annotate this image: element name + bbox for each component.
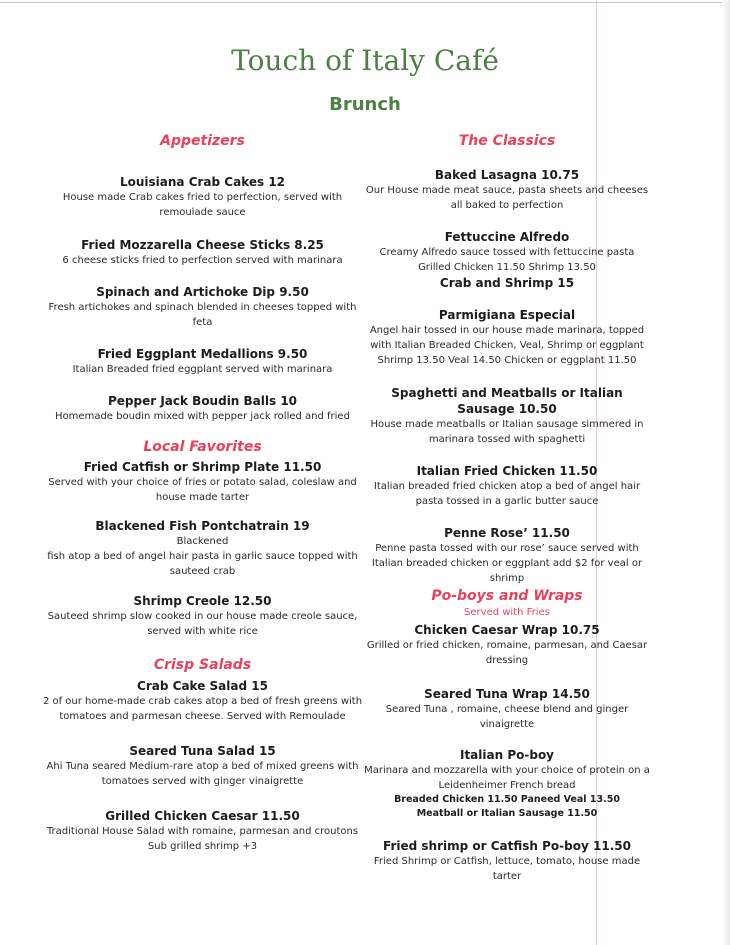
item-description: Grilled or fried chicken, romaine, parmesan, and Caesar dressing	[366, 640, 648, 666]
item-name: Italian Po-boy	[459, 748, 555, 762]
item-description: Penne pasta tossed with our rose’ sauce served with Italian breaded chicken or eggplant add $2 for veal or shrimp	[371, 543, 643, 584]
section-heading-the-classics: The Classics	[458, 133, 556, 149]
item-description: Creamy Alfredo sauce tossed with fettuccine pasta	[379, 247, 635, 258]
menu-item	[40, 284, 365, 330]
item-description: House made meatballs or Italian sausage simmered in marinara tossed with spaghetti	[370, 419, 644, 445]
item-description: 2 of our home-made crab cakes atop a bed of fresh greens with tomatoes and parmesan cheese. Served with Remoulade	[42, 696, 363, 722]
item-description-line: Blackened	[176, 536, 229, 547]
menu-title: Brunch	[329, 94, 401, 115]
item-name: Penne Rose’ 11.50	[444, 526, 570, 540]
item-prices: Meatball or Italian Sausage 11.50	[416, 808, 598, 819]
item-description: fish atop a bed of angel hair pasta in garlic sauce topped with sauteed crab	[47, 551, 358, 577]
item-description: Sauteed shrimp slow cooked in our house made creole sauce, served with white rice	[47, 611, 358, 637]
item-description: Homemade boudin mixed with pepper jack rolled and fried	[55, 411, 350, 422]
menu-item	[40, 593, 365, 639]
item-name: Fried shrimp or Catfish Po-boy 11.50	[383, 839, 631, 853]
section-heading-local-favorites: Local Favorites	[143, 439, 262, 455]
section-heading-crisp-salads: Crisp Salads	[153, 657, 252, 673]
item-name: Parmigiana Especial	[438, 308, 576, 322]
menu-item	[362, 622, 652, 668]
item-extra-price: Crab and Shrimp 15	[439, 276, 575, 290]
section-heading-appetizers: Appetizers	[160, 133, 245, 149]
menu-item	[362, 463, 652, 509]
item-description: Traditional House Salad with romaine, parmesan and croutons	[46, 826, 359, 837]
item-name: Seared Tuna Salad 15	[129, 744, 276, 758]
top-rule	[0, 2, 730, 3]
item-description: Ahi Tuna seared Medium-rare atop a bed of mixed greens with tomatoes served with ginger vinaigrette	[46, 761, 359, 787]
menu-item	[362, 167, 652, 213]
page-edge-shadow	[722, 0, 730, 945]
section-subheading: Served with Fries	[464, 607, 550, 618]
item-description: Seared Tuna , romaine, cheese blend and ginger vinaigrette	[385, 704, 629, 730]
item-name: Shrimp Creole 12.50	[133, 594, 272, 608]
item-description: Angel hair tossed in our house made marinara, topped with Italian Breaded Chicken, Veal, Shrimp or eggplant	[369, 325, 645, 351]
menu-item	[40, 174, 365, 220]
item-prices: Breaded Chicken 11.50 Paneed Veal 13.50	[394, 794, 620, 805]
section-heading-poboys-wraps: Po-boys and Wraps	[431, 588, 583, 604]
menu-item	[362, 525, 652, 586]
item-name: Louisiana Crab Cakes 12	[119, 175, 286, 189]
menu-item	[40, 346, 365, 377]
item-name: Baked Lasagna 10.75	[434, 168, 580, 182]
item-name: Italian Fried Chicken 11.50	[416, 464, 598, 478]
menu-item	[40, 393, 365, 424]
item-prices: Shrimp 13.50 Veal 14.50 Chicken or eggplant 11.50	[377, 355, 637, 366]
item-description: Italian breaded fried chicken atop a bed of angel hair pasta tossed in a garlic butter sauce	[373, 481, 641, 507]
menu-item	[40, 678, 365, 724]
item-name: Fried Eggplant Medallions 9.50	[97, 347, 308, 361]
item-name: Fried Catfish or Shrimp Plate 11.50	[83, 460, 322, 474]
menu-item	[362, 229, 652, 291]
item-description: Served with your choice of fries or potato salad, coleslaw and house made tarter	[48, 477, 357, 503]
item-name: Blackened Fish Pontchatrain 19	[95, 519, 310, 533]
menu-item	[362, 385, 652, 447]
item-description: House made Crab cakes fried to perfection, served with remoulade sauce	[62, 192, 343, 218]
menu-item	[40, 459, 365, 505]
item-description: Our House made meat sauce, pasta sheets and cheeses all baked to perfection	[365, 185, 649, 211]
menu-item	[40, 808, 365, 854]
restaurant-name: Touch of Italy Café	[231, 44, 499, 77]
menu-item	[40, 237, 365, 268]
menu-item	[362, 838, 652, 884]
menu-item	[362, 686, 652, 732]
item-name: Fried Mozzarella Cheese Sticks 8.25	[81, 238, 324, 252]
item-name: Grilled Chicken Caesar 11.50	[105, 809, 300, 823]
item-name: Crab Cake Salad 15	[137, 679, 268, 693]
menu-item	[40, 518, 365, 579]
item-name: Fettuccine Alfredo	[444, 230, 570, 244]
item-extra: Sub grilled shrimp +3	[147, 841, 258, 852]
menu-item	[362, 747, 652, 821]
item-name: Pepper Jack Boudin Balls 10	[107, 394, 298, 408]
menu-item	[40, 743, 365, 789]
item-name: Chicken Caesar Wrap 10.75	[414, 623, 600, 637]
item-description: Italian Breaded fried eggplant served with marinara	[72, 364, 333, 375]
menu-item	[362, 307, 652, 368]
item-name: Spinach and Artichoke Dip 9.50	[96, 285, 309, 299]
item-description: Marinara and mozzarella with your choice of protein on a Leidenheimer French bread	[364, 765, 650, 791]
item-description: Fresh artichokes and spinach blended in cheeses topped with feta	[48, 302, 357, 328]
item-name: Spaghetti and Meatballs or Italian Sausage 10.50	[391, 386, 623, 416]
item-description: Fried Shrimp or Catfish, lettuce, tomato, house made tarter	[373, 856, 641, 882]
item-name: Seared Tuna Wrap 14.50	[424, 687, 590, 701]
item-description: 6 cheese sticks fried to perfection served with marinara	[62, 255, 343, 266]
item-prices: Grilled Chicken 11.50 Shrimp 13.50	[418, 262, 596, 273]
